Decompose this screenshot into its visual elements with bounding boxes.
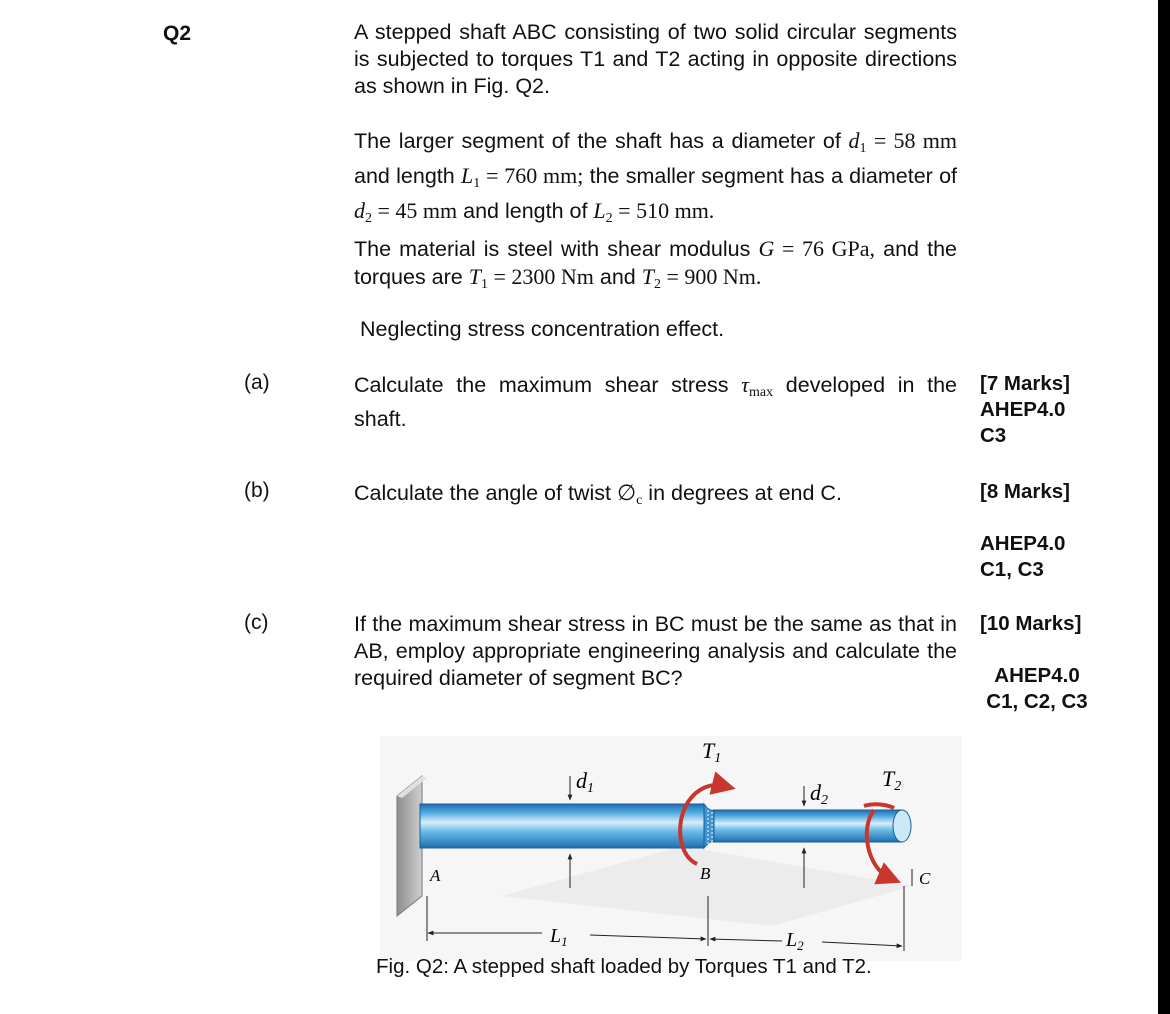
label-d1: d1 [576,768,594,796]
label-t1: T1 [702,738,722,766]
geometry-paragraph: The larger segment of the shaft has a diameter of $d_1 = 58$ mm and length $L_1 = 760$ mm; the smaller segment has a diameter of $d_2 = 45$ mm and length of $L_2 = 510$ mm. [354,128,958,226]
question-number: Q2 [163,22,192,45]
part-a-marks: [7 Marks] AHEP4.0 C3 [980,372,1071,447]
label-l1: $L_1$ [550,925,568,949]
stepped-shaft-figure [352,736,962,961]
label-b: B [700,864,711,883]
shaft-segment-bc [714,810,902,842]
part-b-label: (b) [244,479,270,502]
part-c-marks: [10 Marks] [980,612,1082,635]
part-b-marks: [8 Marks] [980,480,1071,503]
shaft-segment-ab [420,804,704,848]
shaft-end-c [893,810,911,842]
part-b-outcomes: AHEP4.0 C1, C3 [980,532,1066,581]
part-b-text: Calculate the angle of twist $\emptyset_c$ in degrees at end C. [354,480,842,508]
part-c-outcomes: AHEP4.0 C1, C2, C3 [986,664,1088,713]
note-text: Neglecting stress concentration effect. [360,317,725,341]
label-a: A [430,866,441,885]
label-l2: $L_2$ [786,929,804,953]
part-c-text: If the maximum shear stress in BC must be the same as that in AB, employ appropriate engineering analysis and calculate the required diameter of segment BC? [354,612,957,690]
figure-caption: Fig. Q2: A stepped shaft loaded by Torques T1 and T2. [376,955,872,978]
part-a-label: (a) [244,371,270,394]
label-t2: T2 [882,766,902,794]
part-a-text: Calculate the maximum shear stress $\tau_{max}$ developed in the shaft. [354,372,957,431]
question-intro: A stepped shaft ABC consisting of two solid circular segments is subjected to torques T1 and T2 acting in opposite directions as shown in Fig. Q2. [354,20,957,98]
label-c: C [919,869,931,888]
part-c-label: (c) [244,611,269,634]
label-d2: d2 [810,780,828,808]
material-paragraph: The material is steel with shear modulus G = 76 GPa, and the torques are $T_1 = 2300$ Nm and $T_2 = 900$ Nm. [354,236,957,292]
